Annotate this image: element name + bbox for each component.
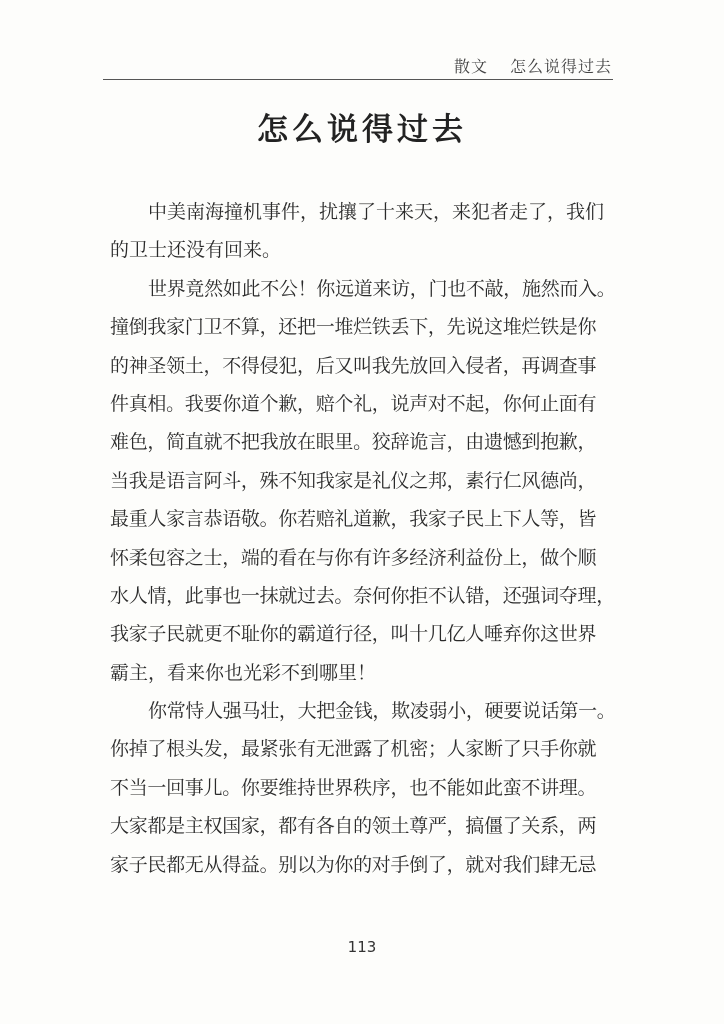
text-line: 件真相。我要你道个歉，赔个礼，说声对不起，你何止面有 bbox=[110, 392, 597, 415]
text-line: 家子民都无从得益。别以为你的对手倒了，就对我们肆无忌 bbox=[110, 853, 597, 876]
text-line: 最重人家言恭语敬。你若赔礼道歉，我家子民上下人等，皆 bbox=[110, 508, 597, 531]
text-line: 大家都是主权国家，都有各自的领土尊严，搞僵了关系，两 bbox=[110, 815, 597, 838]
text-line: 的卫士还没有回来。 bbox=[110, 239, 282, 262]
text-line: 你常恃人强马壮，大把金钱，欺凌弱小，硬要说话第一。 bbox=[148, 700, 616, 723]
text-line: 世界竟然如此不公！你远道来访，门也不敲，施然而入。 bbox=[148, 277, 616, 300]
essay-title: 怎么说得过去 bbox=[257, 112, 467, 148]
running-header-section: 散文 bbox=[453, 57, 488, 76]
running-header-chapter: 怎么说得过去 bbox=[509, 57, 612, 76]
header-rule bbox=[103, 79, 613, 80]
running-header bbox=[454, 54, 612, 77]
text-line: 的神圣领土，不得侵犯，后又叫我先放回入侵者，再调查事 bbox=[110, 354, 597, 377]
text-line: 撞倒我家门卫不算，还把一堆烂铁丢下，先说这堆烂铁是你 bbox=[110, 316, 597, 339]
text-line: 我家子民就更不耻你的霸道行径，叫十几亿人唾弃你这世界 bbox=[110, 623, 597, 646]
text-line: 当我是语言阿斗，殊不知我家是礼仪之邦，素行仁风德尚， bbox=[110, 469, 597, 492]
text-line: 中美南海撞机事件，扰攘了十来天，来犯者走了，我们 bbox=[148, 201, 605, 223]
text-line: 水人情，此事也一抹就过去。奈何你拒不认错，还强词夺理， bbox=[110, 584, 615, 607]
text-line: 你掉了根头发，最紧张有无泄露了机密；人家断了只手你就 bbox=[110, 738, 597, 761]
page-number: 113 bbox=[347, 938, 377, 956]
text-line: 霸主，看来你也光彩不到哪里！ bbox=[110, 661, 377, 684]
text-line: 难色，简直就不把我放在眼里。狡辞诡言，由遗憾到抱歉， bbox=[110, 431, 597, 454]
essay-body bbox=[110, 193, 620, 884]
text-line: 不当一回事儿。你要维持世界秩序，也不能如此蛮不讲理。 bbox=[110, 776, 597, 799]
text-line: 怀柔包容之士，端的看在与你有许多经济利益份上，做个顺 bbox=[110, 546, 597, 569]
